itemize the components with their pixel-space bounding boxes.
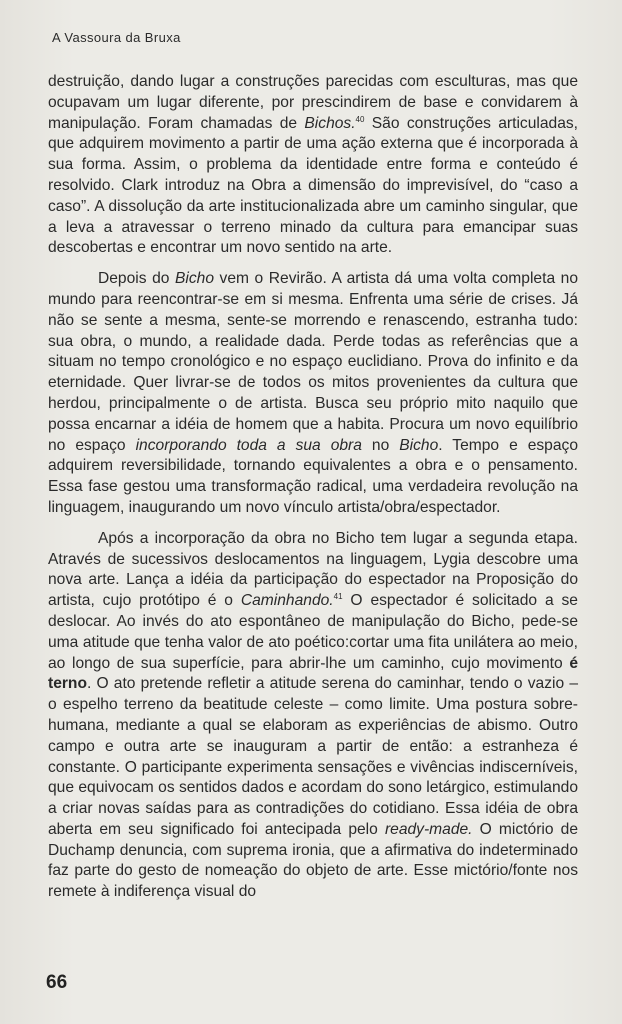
text-run: Depois do <box>98 270 175 288</box>
running-title: A Vassoura da Bruxa <box>52 30 181 45</box>
text-run: O mictório de Duchamp denuncia, com suprema ironia, que a afirmativa do indeterminado faz parte do gesto de nomeação do objeto de arte. Esse mictório/fonte nos remete à indiferença visual do <box>48 820 579 901</box>
italic-term: Bicho <box>399 436 439 454</box>
text-run: . O ato pretende refletir a atitude serena do caminhar, tendo o vazio – o espelho terreno da beatitude celeste – como limite. Uma postura sobre-humana, mediante a qual se elaboram as experiências de abismo. Outro campo e outra arte se inauguram a partir de então: a estranheza é constante. O participante experimenta sensações e vivências indiscerníveis, que equivocam os sentidos dados e acordam do sono letárgico, estimulando a criar novas saídas para as contradições do cotidiano. Essa idéia de obra aberta em seu significado foi antecipada pelo <box>48 675 578 838</box>
italic-term: Caminhando. <box>240 592 334 610</box>
text-run: O espectador é solicitado a se deslocar. Ao invés do ato espontâneo de manipulação do Bicho, pede-se uma atitude que tenha valor de ato poético:cortar uma fita unilátera ao meio, ao longo de sua superfície, para abrir-lhe um caminho, cujo movimento <box>48 592 578 672</box>
text-run: destruição, dando lugar a construções parecidas com esculturas, mas que ocupavam um lugar diferente, por prescindirem de base e convidarem à manipulação. Foram chamadas de <box>48 73 578 132</box>
paragraph-3 <box>48 529 578 903</box>
text-run: no <box>361 436 400 454</box>
footnote-marker: 41 <box>333 591 343 601</box>
page-number: 66 <box>46 972 68 993</box>
bold-term: é terno <box>48 654 578 693</box>
text-run: Após a incorporação da obra no Bicho tem lugar a segunda etapa. Através de sucessivos deslocamentos na linguagem, Lygia descobre uma nova arte. Lança a idéia da participação do espectador na Proposição do artista, cujo protótipo é o <box>48 529 578 610</box>
footnote-marker: 40 <box>355 114 365 124</box>
paragraph-2 <box>48 269 578 519</box>
text-run: São construções articuladas, que adquirem movimento a partir de uma ação externa que é incorporada à sua forma. Assim, o problema da identidade entre forma e conteúdo é resolvido. Clark introduz na Obra a dimensão do imprevisível, do “caso a caso”. A dissolução da arte institucionalizada abre um caminho singular, que a leva a atravessar o terreno minado da cultura para emancipar suas descobertas e encontrar um novo sentido na arte. <box>48 114 578 257</box>
text-run: . Tempo e espaço adquirem reversibilidade, tornando equivalentes a obra e o pensamento. Essa fase gestou uma transformação radical, uma verdadeira revolução na linguagem, inaugurando um novo vínculo artista/obra/espectador. <box>48 436 579 516</box>
italic-term: Bichos. <box>304 114 356 132</box>
italic-term: incorporando toda a sua obra <box>135 436 362 454</box>
paragraph-1 <box>48 72 578 259</box>
body-text <box>48 72 578 913</box>
italic-term: ready-made. <box>384 820 473 838</box>
italic-term: Bicho <box>174 270 214 288</box>
text-run: vem o Revirão. A artista dá uma volta completa no mundo para reencontrar-se em si mesma. Enfrenta uma série de crises. Já não se sente a mesma, sente-se morrendo e renascendo, estranha tudo: sua obra, o mundo, a realidade dada. Perde todas as referências que a situam no tempo cronológico e no espaço euclidiano. Prova do infinito e da eternidade. Quer livrar-se de todos os mitos provenientes da cultura que herdou, principalmente o de artista. Busca seu próprio mito naquilo que possa encarnar a idéia de homem que a habita. Procura um novo equilíbrio no espaço <box>48 270 578 454</box>
